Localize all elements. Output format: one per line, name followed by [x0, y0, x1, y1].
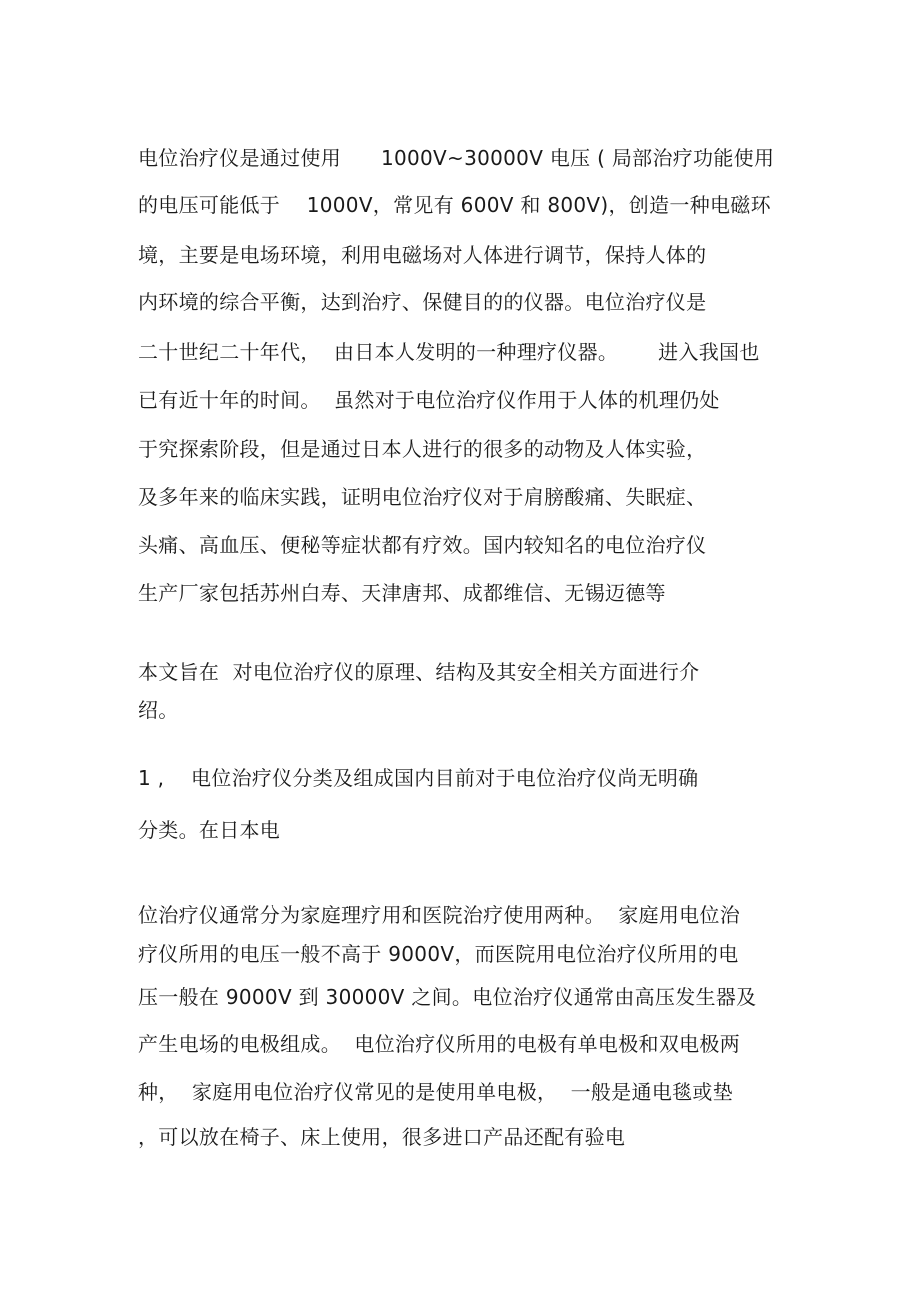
paragraph-3-line-2: 分类。在日本电 — [138, 818, 281, 842]
paragraph-2-line-2: 绍。 — [138, 698, 179, 722]
paragraph-2-line-1: 本文旨在 对电位治疗仪的原理、结构及其安全相关方面进行介 — [138, 660, 700, 684]
paragraph-1-line-3: 境，主要是电场环境，利用电磁场对人体进行调节，保持人体的 — [138, 243, 707, 267]
paragraph-4-line-1: 位治疗仪通常分为家庭理疗用和医院治疗使用两种。 家庭用电位治 — [138, 903, 741, 927]
paragraph-1-line-1: 电位治疗仪是通过使用 1000V~30000V 电压 ( 局部治疗功能使用 — [138, 146, 775, 170]
paragraph-1-line-6: 已有近十年的时间。 虽然对于电位治疗仪作用于人体的机理仍处 — [138, 388, 720, 412]
paragraph-1-line-7: 于究探索阶段，但是通过日本人进行的很多的动物及人体实验， — [138, 437, 707, 461]
paragraph-1-line-2: 的电压可能低于 1000V，常见有 600V 和 800V)，创造一种电磁环 — [138, 193, 771, 217]
paragraph-4-line-2: 疗仪所用的电压一般不高于 9000V，而医院用电位治疗仪所用的电 — [138, 942, 739, 966]
paragraph-4-line-6: ，可以放在椅子、床上使用，很多进口产品还配有验电 — [138, 1125, 626, 1149]
paragraph-1-line-5: 二十世纪二十年代， 由日本人发明的一种理疗仪器。 进入我国也 — [138, 340, 760, 364]
paragraph-1-line-8: 及多年来的临床实践，证明电位治疗仪对于肩膀酸痛、失眠症、 — [138, 485, 707, 509]
paragraph-4-line-3: 压一般在 9000V 到 30000V 之间。电位治疗仪通常由高压发生器及 — [138, 985, 757, 1009]
paragraph-1-line-9: 头痛、高血压、便秘等症状都有疗效。国内较知名的电位治疗仪 — [138, 533, 707, 557]
paragraph-1-line-10: 生产厂家包括苏州白寿、天津唐邦、成都维信、无锡迈德等 — [138, 581, 666, 605]
paragraph-4-line-5: 种， 家庭用电位治疗仪常见的是使用单电极， 一般是通电毯或垫 — [138, 1080, 734, 1104]
paragraph-4-line-4: 产生电场的电极组成。 电位治疗仪所用的电极有单电极和双电极两 — [138, 1032, 741, 1056]
paragraph-1-line-4: 内环境的综合平衡，达到治疗、保健目的的仪器。电位治疗仪是 — [138, 290, 707, 314]
paragraph-3-line-1: 1 , 电位治疗仪分类及组成国内目前对于电位治疗仪尚无明确 — [138, 766, 699, 790]
